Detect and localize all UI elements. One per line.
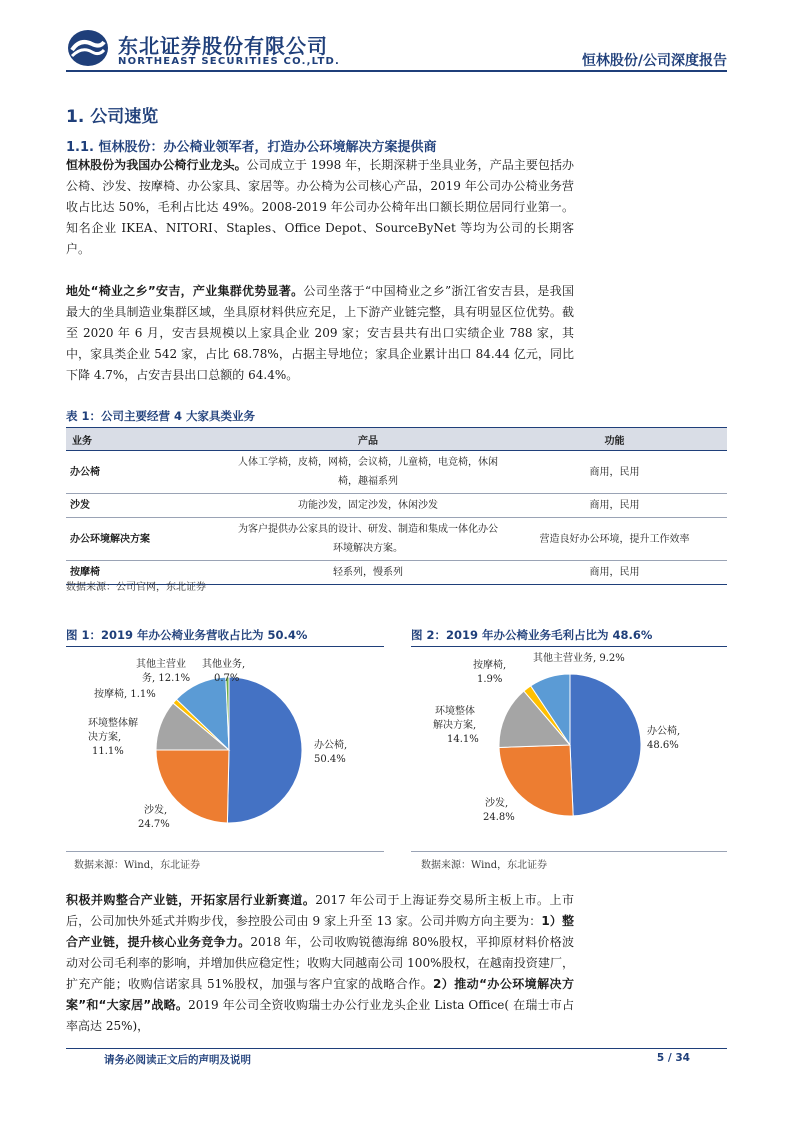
paragraph-2 — [66, 281, 574, 386]
company-name-cn: 东北证券股份有限公司 — [118, 34, 328, 58]
table-cell: 商用，民用 — [502, 561, 727, 585]
figure-2-pie-chart — [411, 650, 727, 848]
table-source: 数据来源：公司官网，东北证券 — [66, 582, 206, 593]
paragraph-3-lead: 积极并购整合产业链，开拓家居行业新赛道。 — [66, 893, 316, 907]
pie2-label-massage: 按摩椅, — [473, 660, 507, 671]
figure-2-bottom-rule — [411, 851, 727, 852]
pie1-label-env-2: 决方案, — [88, 732, 122, 743]
table-cell: 商用，民用 — [502, 494, 727, 518]
pie1-label-office: 办公椅, — [314, 740, 348, 751]
pie1-label-other-main-2: 务, 12.1% — [142, 673, 191, 684]
table-cell: 按摩椅 — [66, 561, 234, 585]
pie2-label-other-main: 其他主营业务, 9.2% — [533, 653, 625, 664]
header-divider — [66, 70, 727, 72]
paragraph-1-body: 公司成立于 1998 年，长期深耕于坐具业务，产品主要包括办公椅、沙发、按摩椅、办公家具、家居等。办公椅为公司核心产品，2019 年公司办公椅业务营收占比达 50%，毛利占比达 49%。2008-2019 年公司办公椅年出口额长期位居同行业第一。知名企业 IKEA、NITORI、Staples、Office Depot、SourceByNet 等均为公司的长期客户。 — [66, 158, 574, 256]
pie-slice-office — [227, 677, 302, 823]
paragraph-3-body-1: 2017 年公司于上海证券交易所主板上市。上市后，公司加快外延式并购步伐，参控股公司由 9 家上升至 13 家。公司并购方向主要为： — [66, 893, 574, 928]
section-heading: 1. 公司速览 — [66, 107, 159, 127]
figure-1-bottom-rule — [66, 851, 384, 852]
table-cell: 商用，民用 — [502, 451, 727, 494]
pie1-label-env-1: 环境整体解 — [88, 718, 138, 729]
paragraph-3-point-1: 1）整合产业链，提升核心业务竞争力。 — [66, 914, 574, 949]
pie2-label-env-1: 环境整体 — [435, 706, 475, 717]
pie1-label-sofa: 沙发, — [144, 805, 168, 816]
table-cell: 功能沙发，固定沙发，休闲沙发 — [234, 494, 502, 518]
pie-slice-office — [570, 674, 641, 816]
figure-1-title: 图 1：2019 年办公椅业务营收占比为 50.4% — [66, 627, 384, 647]
table-header-function: 功能 — [502, 428, 727, 451]
table-row — [66, 451, 727, 494]
pie1-label-other-main-1: 其他主营业 — [136, 659, 186, 670]
paragraph-2-lead: 地处“椅业之乡”安吉，产业集群优势显著。 — [66, 284, 304, 298]
table-cell: 为客户提供办公家具的设计、研发、制造和集成一体化办公环境解决方案。 — [234, 518, 502, 561]
table-cell: 沙发 — [66, 494, 234, 518]
pie2-value-env: 14.1% — [447, 734, 479, 745]
pie1-label-massage: 按摩椅, 1.1% — [94, 689, 156, 700]
paragraph-3-body-3: 2019 年公司全资收购瑞士办公行业龙头企业 Lista Office( 在瑞士市占率高达 25%)， — [66, 998, 574, 1033]
footer-disclaimer: 请务必阅读正文后的声明及说明 — [104, 1054, 251, 1066]
figure-2-title: 图 2：2019 年办公椅业务毛利占比为 48.6% — [411, 627, 727, 647]
table-cell: 营造良好办公环境，提升工作效率 — [502, 518, 727, 561]
pie1-value-sofa: 24.7% — [138, 819, 170, 830]
subsection-heading: 1.1. 恒林股份：办公椅业领军者，打造办公环境解决方案提供商 — [66, 140, 437, 155]
pie1-label-other-1: 其他业务, — [202, 659, 246, 670]
paragraph-3-body-2: 2018 年，公司收购锐德海绵 80%股权，平抑原材料价格波动对公司毛利率的影响，并增加供应稳定性；收购大同越南公司 100%股权，在越南投资建厂，扩充产能；收购信诺家具 51%股权，加强与客户宜家的战略合作。 — [66, 935, 574, 991]
company-logo-icon — [66, 28, 110, 68]
pie2-label-sofa: 沙发, — [485, 798, 509, 809]
figure-1-source: 数据来源：Wind，东北证券 — [74, 860, 201, 871]
table-row — [66, 494, 727, 518]
paragraph-3 — [66, 890, 574, 1037]
footer-divider — [66, 1048, 727, 1049]
table-header-product: 产品 — [234, 428, 502, 451]
pie2-value-massage: 1.9% — [477, 674, 503, 685]
pie-slice-sofa — [499, 745, 573, 816]
paragraph-2-body: 公司坐落于“中国椅业之乡”浙江省安吉县，是我国最大的坐具制造业集群区域，坐具原材料供应充足，上下游产业链完整，具有明显区位优势。截至 2020 年 6 月，安吉县规模以上家具企业 209 家；安吉县共有出口实绩企业 788 家，其中，家具类企业 542 家，占比 68.78%，占据主导地位；家具企业累计出口 84.44 亿元，同比下降 4.7%，占安吉县出口总额的 64.4%。 — [66, 284, 574, 382]
table-header-business: 业务 — [66, 428, 234, 451]
pie2-value-office: 48.6% — [647, 740, 679, 751]
report-title: 恒林股份/公司深度报告 — [581, 53, 727, 69]
pie1-value-env: 11.1% — [92, 746, 124, 757]
table-cell: 人体工学椅，皮椅，网椅，会议椅，儿童椅，电竞椅，休闲椅，趣福系列 — [234, 451, 502, 494]
pie1-value-office: 50.4% — [314, 754, 346, 765]
table-cell: 办公环境解决方案 — [66, 518, 234, 561]
table-title: 表 1：公司主要经营 4 大家具类业务 — [66, 409, 256, 423]
figure-2-source: 数据来源：Wind，东北证券 — [421, 860, 548, 871]
paragraph-1-lead: 恒林股份为我国办公椅行业龙头。 — [66, 158, 247, 172]
table-cell: 轻系列，慢系列 — [234, 561, 502, 585]
figure-1-pie-chart — [66, 650, 384, 848]
paragraph-1 — [66, 155, 574, 260]
company-name-en: NORTHEAST SECURITIES CO.,LTD. — [118, 56, 341, 67]
page-number: 5 / 34 — [656, 1052, 690, 1064]
paragraph-3-point-2: 2）推动“办公环境解决方案”和“大家居”战略。 — [66, 977, 574, 1012]
business-table — [66, 427, 727, 585]
table-row — [66, 518, 727, 561]
pie1-label-other-2: 0.7% — [214, 673, 240, 684]
table-cell: 办公椅 — [66, 451, 234, 494]
pie2-value-sofa: 24.8% — [483, 812, 515, 823]
pie2-label-env-2: 解决方案, — [433, 720, 477, 731]
pie2-label-office: 办公椅, — [647, 726, 681, 737]
